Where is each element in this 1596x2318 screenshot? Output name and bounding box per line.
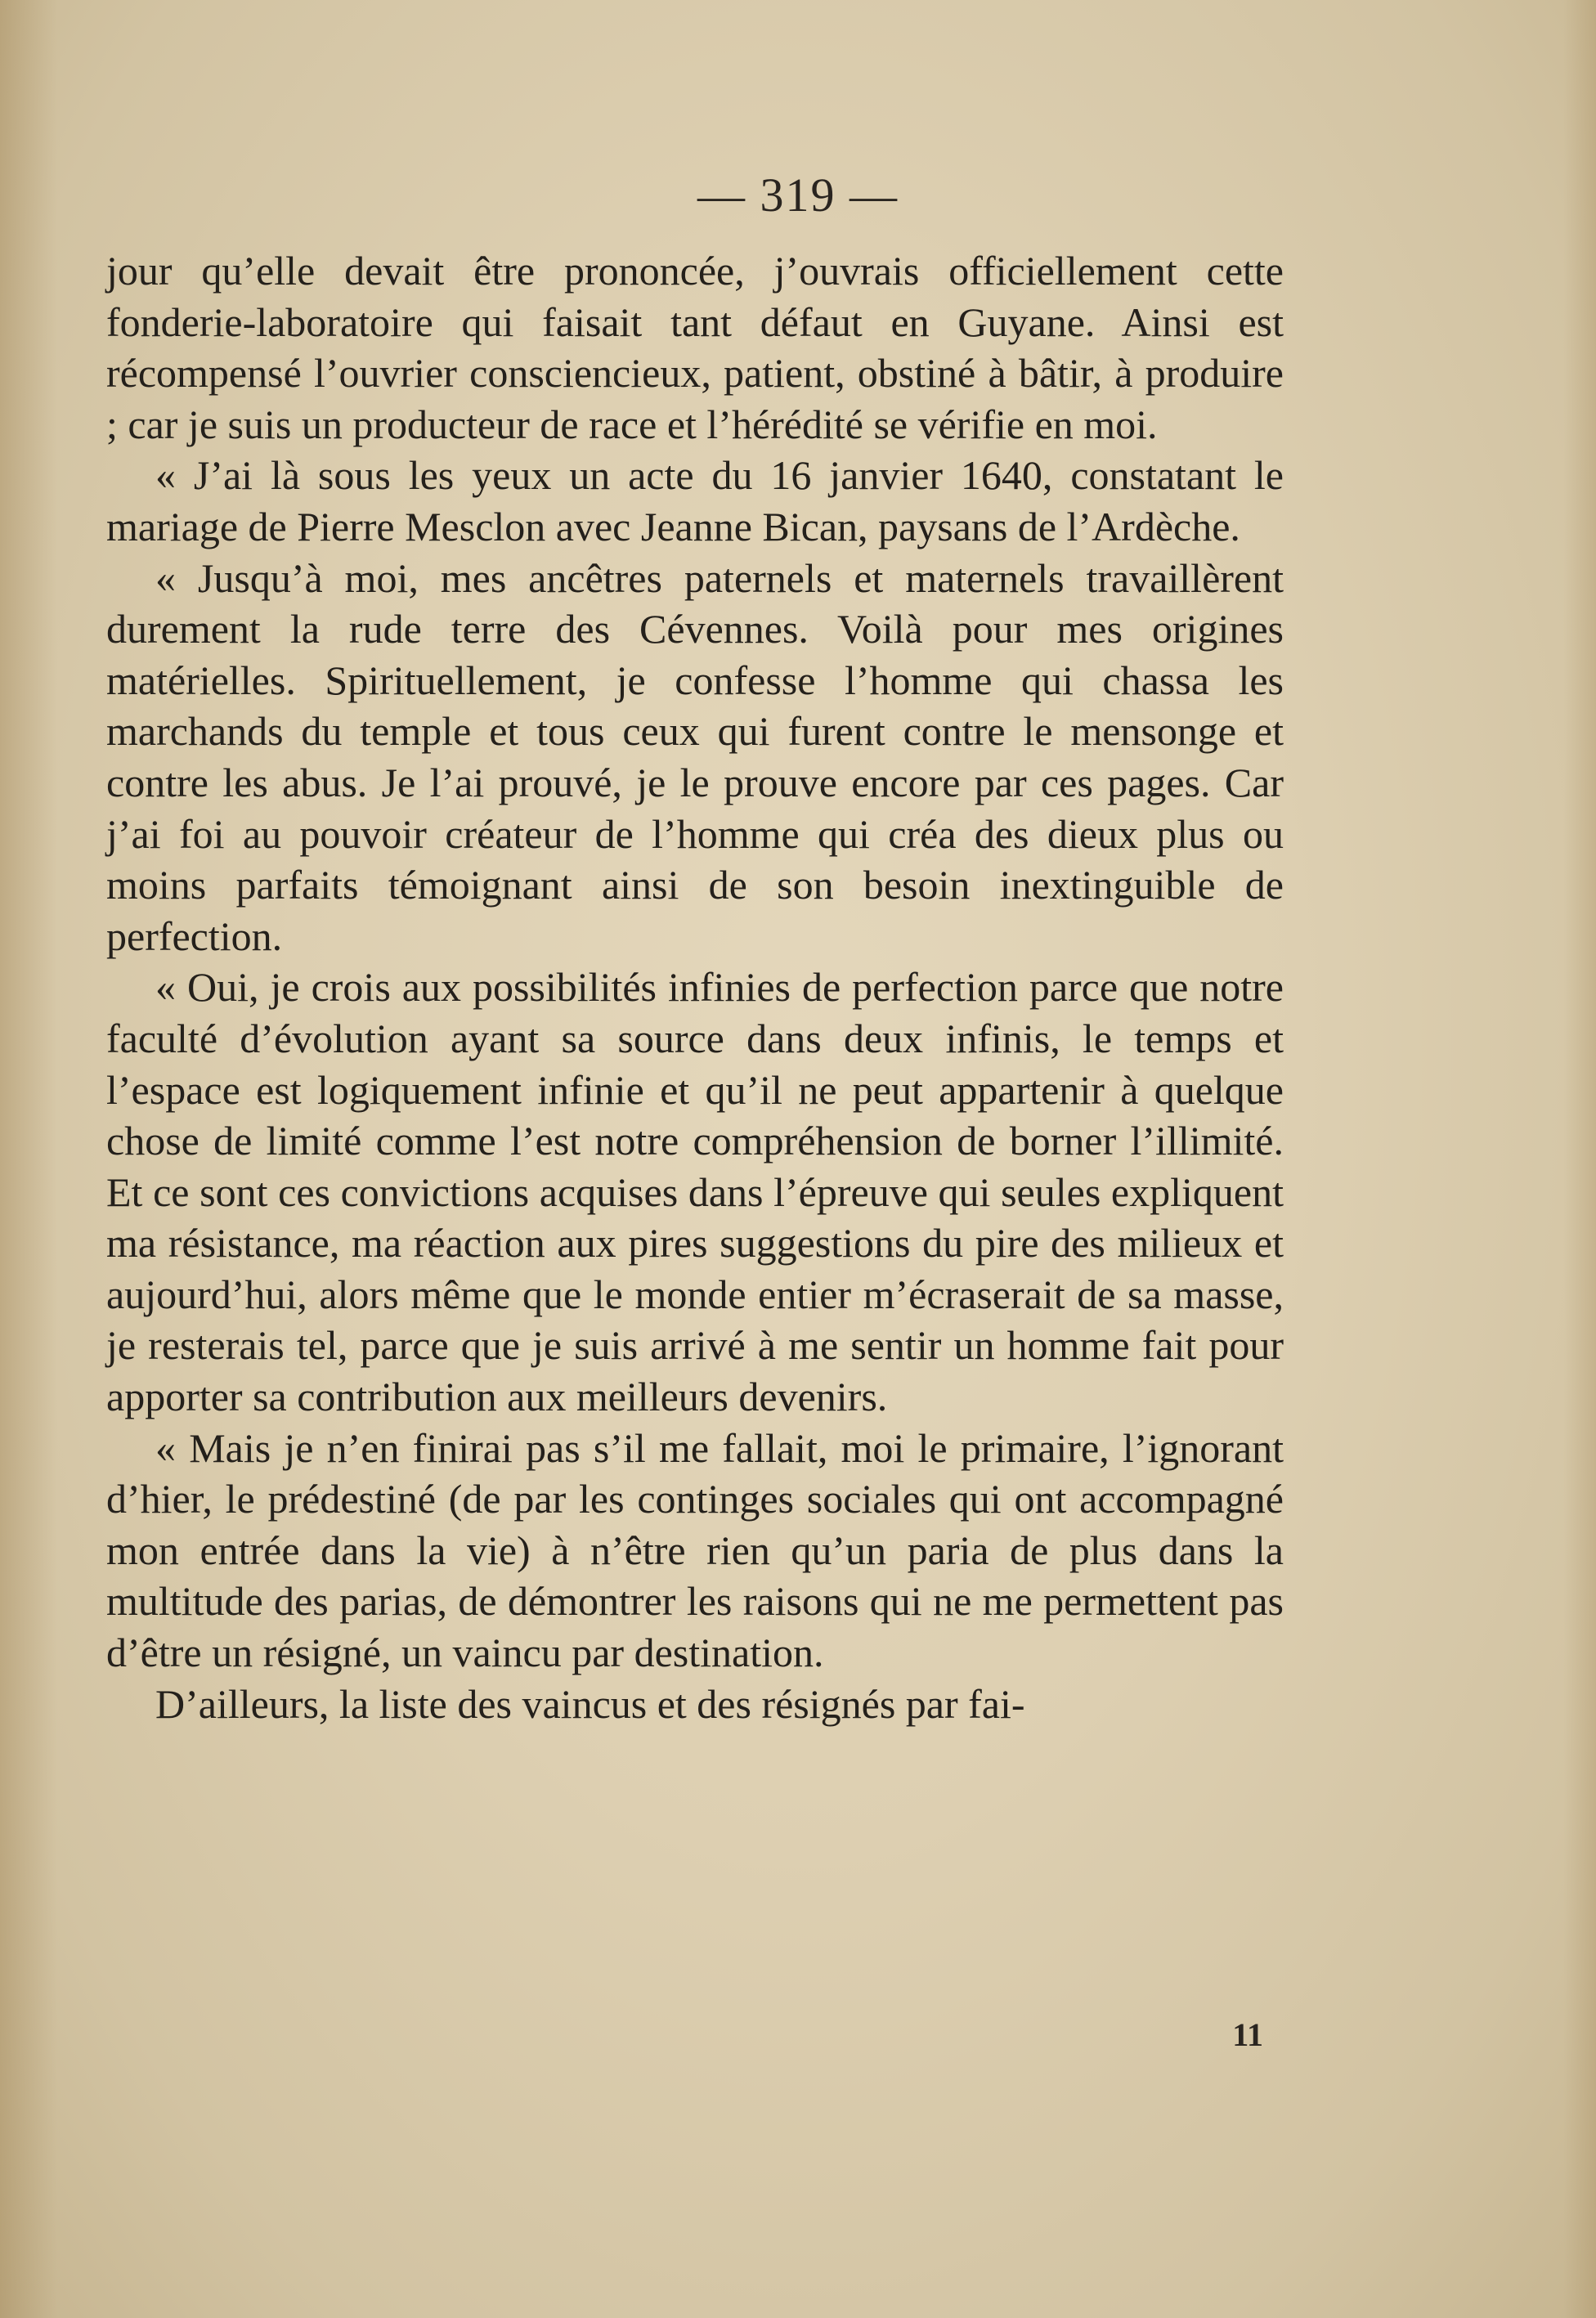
paragraph-2: « J’ai là sous les yeux un acte du 16 janvier 1640, constatant le mariage de Pierre Mesclon avec Jeanne Bican, paysans de l’Ardèche. <box>106 452 1284 549</box>
paragraph-5: « Mais je n’en finirai pas s’il me fallait, moi le primaire, l’ignorant d’hier, le prédestiné (de par les continges sociales qui ont accompagné mon entrée dans la vie) à n’être rien qu’un paria de plus dans la multitude des parias, de démontrer les raisons qui ne me permettent pas d’être un résigné, un vaincu par destination. <box>106 1424 1284 1676</box>
signature-mark: 11 <box>1232 2016 1263 2053</box>
paragraph-6: D’ailleurs, la liste des vaincus et des résignés par fai- <box>155 1680 1025 1727</box>
page-number-header: — 319 — <box>697 168 899 222</box>
paragraph-4: « Oui, je crois aux possibilités infinies de perfection parce que notre faculté d’évolution ayant sa source dans deux infinis, le temps et l’espace est logiquement infinie et qu’il ne peut appartenir à quelque chose de limité comme l’est notre compréhension de borner l’illimité. Et ce sont ces convictions acquises dans l’épreuve qui seules expliquent ma résistance, ma réaction aux pires suggestions du pire des milieux et aujourd’hui, alors même que le monde entier m’écraserait de sa masse, je resterais tel, parce que je suis arrivé à me sentir un homme fait pour apporter sa contribution aux meilleurs devenirs. <box>106 964 1284 1420</box>
paragraph-3: « Jusqu’à moi, mes ancêtres paternels et maternels travaillèrent durement la rude terre des Cévennes. Voilà pour mes origines matérielles. Spirituellement, je confesse l’homme qui chassa les marchands du temple et tous ceux qui furent contre le mensonge et contre les abus. Je l’ai prouvé, je le prouve encore par ces pages. Car j’ai foi au pouvoir créateur de l’homme qui créa des dieux plus ou moins parfaits témoignant ainsi de son besoin inextinguible de perfection. <box>106 554 1284 959</box>
paragraph-1: jour qu’elle devait être prononcée, j’ouvrais officiellement cette fonderie-laboratoire qui faisait tant défaut en Guyane. Ainsi est récompensé l’ouvrier consciencieux, patient, obstiné à bâtir, à produire ; car je suis un producteur de race et l’hérédité se vérifie en moi. <box>106 248 1284 447</box>
body-text <box>106 245 1284 1729</box>
